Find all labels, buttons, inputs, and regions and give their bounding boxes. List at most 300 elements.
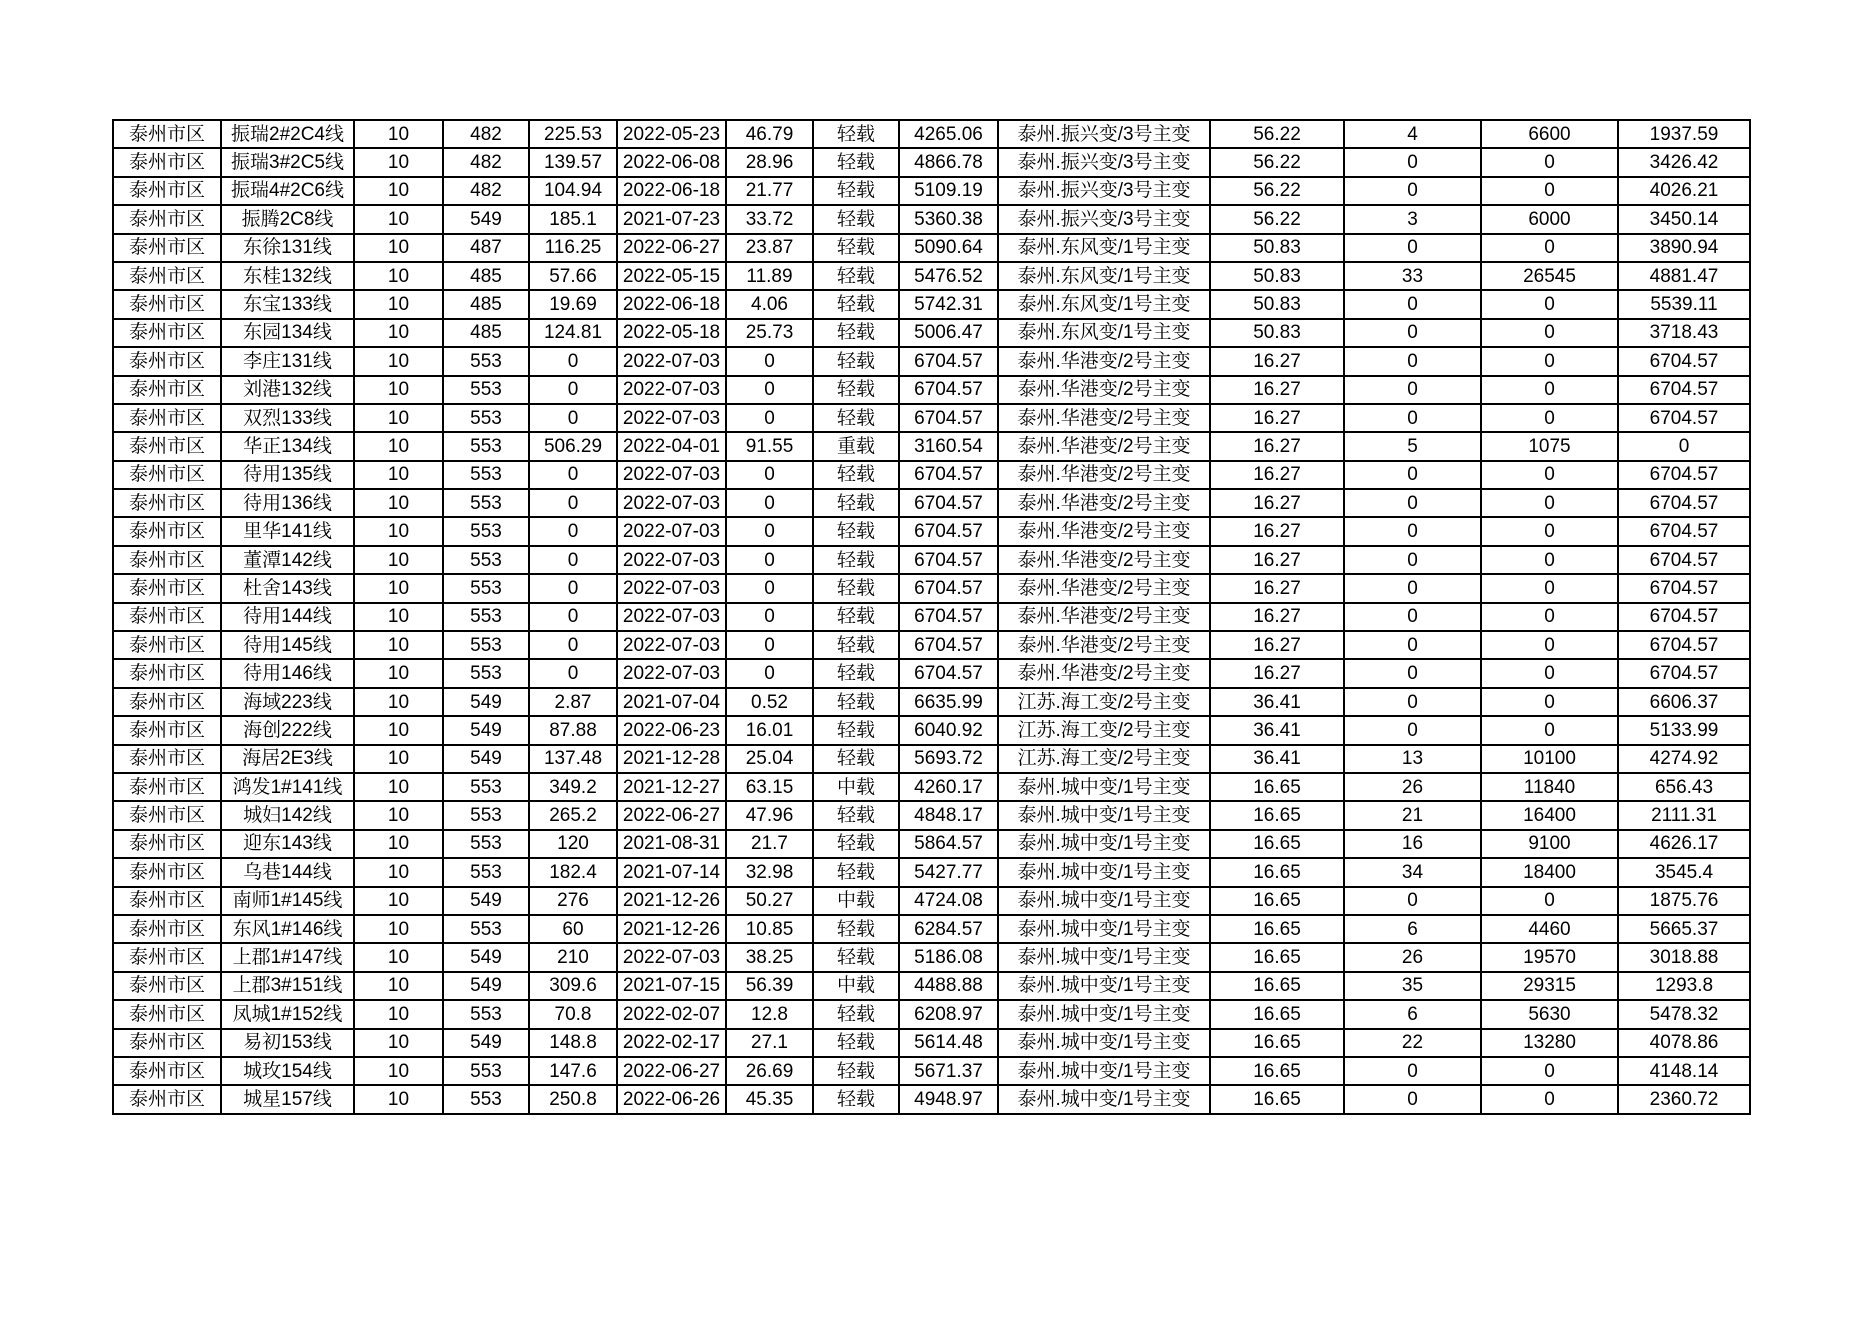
table-row	[113, 801, 1750, 829]
table-cell: 26	[1344, 773, 1481, 801]
table-row	[113, 347, 1750, 375]
table-cell: 轻载	[813, 148, 899, 176]
table-cell: 泰州.华港变/2号主变	[998, 546, 1210, 574]
table-cell: 6704.57	[1618, 404, 1750, 432]
table-cell: 553	[443, 773, 529, 801]
table-cell: 349.2	[529, 773, 617, 801]
table-cell: 0	[1344, 319, 1481, 347]
table-cell: 553	[443, 801, 529, 829]
table-cell: 泰州市区	[113, 1057, 221, 1085]
table-cell: 16.27	[1210, 489, 1344, 517]
table-cell: 5427.77	[899, 858, 998, 886]
table-cell: 36.41	[1210, 688, 1344, 716]
table-cell: 0	[1344, 489, 1481, 517]
table-cell: 36.41	[1210, 716, 1344, 744]
table-cell: 27.1	[726, 1029, 813, 1057]
table-cell: 泰州.城中变/1号主变	[998, 915, 1210, 943]
table-cell: 2022-06-27	[617, 801, 726, 829]
table-cell: 22	[1344, 1029, 1481, 1057]
table-cell: 泰州市区	[113, 830, 221, 858]
table-cell: 485	[443, 290, 529, 318]
table-cell: 553	[443, 603, 529, 631]
table-cell: 10	[354, 319, 443, 347]
table-cell: 城星157线	[221, 1085, 354, 1113]
table-cell: 泰州.华港变/2号主变	[998, 461, 1210, 489]
table-cell: 482	[443, 120, 529, 148]
table-cell: 泰州市区	[113, 1029, 221, 1057]
table-cell: 32.98	[726, 858, 813, 886]
table-row	[113, 319, 1750, 347]
table-cell: 5630	[1481, 1000, 1618, 1028]
table-cell: 中载	[813, 972, 899, 1000]
table-cell: 21.77	[726, 177, 813, 205]
table-cell: 城玫154线	[221, 1057, 354, 1085]
table-cell: 6704.57	[899, 376, 998, 404]
table-cell: 104.94	[529, 177, 617, 205]
table-row	[113, 1000, 1750, 1028]
table-row	[113, 773, 1750, 801]
table-cell: 轻载	[813, 262, 899, 290]
table-cell: 泰州市区	[113, 943, 221, 971]
table-cell: 33	[1344, 262, 1481, 290]
table-cell: 泰州.城中变/1号主变	[998, 943, 1210, 971]
table-cell: 泰州.华港变/2号主变	[998, 603, 1210, 631]
table-cell: 6704.57	[899, 659, 998, 687]
table-cell: 泰州.振兴变/3号主变	[998, 148, 1210, 176]
table-cell: 泰州市区	[113, 659, 221, 687]
table-cell: 泰州市区	[113, 319, 221, 347]
table-cell: 2022-07-03	[617, 347, 726, 375]
table-cell: 0	[1344, 603, 1481, 631]
table-cell: 4078.86	[1618, 1029, 1750, 1057]
table-cell: 李庄131线	[221, 347, 354, 375]
table-cell: 0	[529, 404, 617, 432]
table-cell: 振瑞4#2C6线	[221, 177, 354, 205]
table-cell: 56.39	[726, 972, 813, 1000]
table-cell: 482	[443, 148, 529, 176]
table-cell: 刘港132线	[221, 376, 354, 404]
table-cell: 重载	[813, 432, 899, 460]
table-cell: 549	[443, 205, 529, 233]
table-cell: 16.65	[1210, 830, 1344, 858]
table-cell: 5693.72	[899, 745, 998, 773]
table-cell: 10	[354, 148, 443, 176]
table-cell: 25.04	[726, 745, 813, 773]
table-cell: 凤城1#152线	[221, 1000, 354, 1028]
table-row	[113, 943, 1750, 971]
table-cell: 轻载	[813, 404, 899, 432]
table-cell: 泰州市区	[113, 801, 221, 829]
table-cell: 0	[726, 574, 813, 602]
table-cell: 0	[1344, 1057, 1481, 1085]
table-cell: 45.35	[726, 1085, 813, 1113]
table-cell: 泰州市区	[113, 347, 221, 375]
table-cell: 0	[1481, 688, 1618, 716]
table-cell: 50.83	[1210, 290, 1344, 318]
table-cell: 轻载	[813, 319, 899, 347]
table-cell: 16.65	[1210, 801, 1344, 829]
table-cell: 553	[443, 659, 529, 687]
table-cell: 38.25	[726, 943, 813, 971]
table-cell: 6704.57	[899, 489, 998, 517]
table-cell: 10	[354, 631, 443, 659]
table-cell: 0	[726, 631, 813, 659]
table-cell: 210	[529, 943, 617, 971]
table-cell: 6704.57	[1618, 347, 1750, 375]
table-cell: 16.65	[1210, 972, 1344, 1000]
table-cell: 轻载	[813, 376, 899, 404]
table-cell: 轻载	[813, 915, 899, 943]
table-cell: 12.8	[726, 1000, 813, 1028]
table-cell: 0	[529, 461, 617, 489]
table-cell: 泰州.城中变/1号主变	[998, 972, 1210, 1000]
table-cell: 轻载	[813, 716, 899, 744]
table-cell: 振瑞3#2C5线	[221, 148, 354, 176]
table-cell: 16.27	[1210, 603, 1344, 631]
table-cell: 2022-07-03	[617, 943, 726, 971]
table-cell: 10	[354, 745, 443, 773]
table-cell: 0	[1481, 177, 1618, 205]
table-cell: 0	[1481, 887, 1618, 915]
table-cell: 16.65	[1210, 773, 1344, 801]
table-cell: 轻载	[813, 688, 899, 716]
table-cell: 46.79	[726, 120, 813, 148]
table-row	[113, 887, 1750, 915]
table-cell: 137.48	[529, 745, 617, 773]
table-cell: 东宝133线	[221, 290, 354, 318]
table-cell: 泰州.华港变/2号主变	[998, 631, 1210, 659]
table-cell: 轻载	[813, 290, 899, 318]
table-cell: 2021-12-26	[617, 887, 726, 915]
table-cell: 4948.97	[899, 1085, 998, 1113]
table-cell: 上郡1#147线	[221, 943, 354, 971]
table-cell: 泰州.华港变/2号主变	[998, 432, 1210, 460]
table-cell: 2022-02-17	[617, 1029, 726, 1057]
table-cell: 6704.57	[1618, 574, 1750, 602]
table-cell: 16.65	[1210, 1057, 1344, 1085]
table-cell: 2022-07-03	[617, 659, 726, 687]
table-cell: 10	[354, 858, 443, 886]
table-cell: 泰州市区	[113, 574, 221, 602]
table-cell: 4274.92	[1618, 745, 1750, 773]
table-cell: 0	[1618, 432, 1750, 460]
table-cell: 16.27	[1210, 546, 1344, 574]
table-cell: 2022-07-03	[617, 489, 726, 517]
table-cell: 5109.19	[899, 177, 998, 205]
table-cell: 0	[1344, 290, 1481, 318]
table-cell: 2022-06-08	[617, 148, 726, 176]
table-cell: 2022-07-03	[617, 574, 726, 602]
table-cell: 2022-06-23	[617, 716, 726, 744]
table-cell: 4148.14	[1618, 1057, 1750, 1085]
table-cell: 泰州.东风变/1号主变	[998, 319, 1210, 347]
table-cell: 4866.78	[899, 148, 998, 176]
table-cell: 10	[354, 432, 443, 460]
table-cell: 5478.32	[1618, 1000, 1750, 1028]
table-cell: 0	[529, 517, 617, 545]
table-cell: 265.2	[529, 801, 617, 829]
table-cell: 10	[354, 205, 443, 233]
table-cell: 4724.08	[899, 887, 998, 915]
table-cell: 东园134线	[221, 319, 354, 347]
table-cell: 29315	[1481, 972, 1618, 1000]
table-cell: 91.55	[726, 432, 813, 460]
table-cell: 泰州市区	[113, 177, 221, 205]
table-cell: 6704.57	[1618, 659, 1750, 687]
table-cell: 4	[1344, 120, 1481, 148]
table-cell: 0	[1481, 574, 1618, 602]
table-cell: 东风1#146线	[221, 915, 354, 943]
table-cell: 东桂132线	[221, 262, 354, 290]
table-cell: 2022-05-15	[617, 262, 726, 290]
table-cell: 泰州市区	[113, 120, 221, 148]
table-cell: 0	[726, 603, 813, 631]
table-cell: 16.65	[1210, 1085, 1344, 1113]
table-cell: 16400	[1481, 801, 1618, 829]
table-cell: 泰州.华港变/2号主变	[998, 347, 1210, 375]
table-cell: 泰州市区	[113, 887, 221, 915]
table-cell: 553	[443, 1085, 529, 1113]
table-cell: 553	[443, 376, 529, 404]
table-cell: 553	[443, 546, 529, 574]
table-row	[113, 177, 1750, 205]
table-cell: 泰州市区	[113, 773, 221, 801]
table-cell: 10	[354, 887, 443, 915]
table-cell: 待用135线	[221, 461, 354, 489]
table-cell: 124.81	[529, 319, 617, 347]
table-cell: 0	[1481, 489, 1618, 517]
table-cell: 泰州市区	[113, 461, 221, 489]
table-cell: 5090.64	[899, 234, 998, 262]
table-cell: 泰州市区	[113, 688, 221, 716]
table-cell: 1937.59	[1618, 120, 1750, 148]
table-cell: 549	[443, 1029, 529, 1057]
table-cell: 2021-07-23	[617, 205, 726, 233]
table-cell: 6704.57	[899, 631, 998, 659]
table-cell: 东徐131线	[221, 234, 354, 262]
table-cell: 6704.57	[899, 546, 998, 574]
table-cell: 海居2E3线	[221, 745, 354, 773]
table-cell: 泰州.振兴变/3号主变	[998, 205, 1210, 233]
table-cell: 10	[354, 773, 443, 801]
table-cell: 0	[1481, 631, 1618, 659]
table-cell: 0	[726, 546, 813, 574]
table-cell: 185.1	[529, 205, 617, 233]
table-cell: 2111.31	[1618, 801, 1750, 829]
table-cell: 乌巷144线	[221, 858, 354, 886]
table-cell: 0	[1481, 234, 1618, 262]
table-cell: 6704.57	[899, 517, 998, 545]
table-cell: 21	[1344, 801, 1481, 829]
table-cell: 泰州.东风变/1号主变	[998, 262, 1210, 290]
table-cell: 35	[1344, 972, 1481, 1000]
table-cell: 轻载	[813, 830, 899, 858]
table-cell: 553	[443, 858, 529, 886]
table-cell: 0	[1344, 177, 1481, 205]
table-cell: 泰州市区	[113, 745, 221, 773]
table-cell: 10	[354, 1057, 443, 1085]
table-cell: 549	[443, 943, 529, 971]
table-cell: 0	[1344, 659, 1481, 687]
table-cell: 5476.52	[899, 262, 998, 290]
table-cell: 4848.17	[899, 801, 998, 829]
table-cell: 泰州市区	[113, 404, 221, 432]
table-cell: 6704.57	[1618, 546, 1750, 574]
table-cell: 182.4	[529, 858, 617, 886]
table-cell: 0	[726, 347, 813, 375]
table-cell: 鸿发1#141线	[221, 773, 354, 801]
table-cell: 11.89	[726, 262, 813, 290]
table-cell: 0	[1344, 517, 1481, 545]
table-cell: 11840	[1481, 773, 1618, 801]
table-cell: 13280	[1481, 1029, 1618, 1057]
table-cell: 6704.57	[899, 404, 998, 432]
table-cell: 轻载	[813, 858, 899, 886]
table-cell: 549	[443, 745, 529, 773]
table-cell: 16	[1344, 830, 1481, 858]
table-cell: 2022-07-03	[617, 404, 726, 432]
table-cell: 泰州市区	[113, 205, 221, 233]
table-row	[113, 234, 1750, 262]
table-cell: 5360.38	[899, 205, 998, 233]
table-cell: 656.43	[1618, 773, 1750, 801]
table-cell: 16.65	[1210, 858, 1344, 886]
table-cell: 3545.4	[1618, 858, 1750, 886]
table-cell: 泰州.城中变/1号主变	[998, 801, 1210, 829]
table-cell: 泰州.城中变/1号主变	[998, 887, 1210, 915]
table-cell: 0	[1344, 347, 1481, 375]
table-cell: 4488.88	[899, 972, 998, 1000]
table-cell: 轻载	[813, 205, 899, 233]
table-cell: 3718.43	[1618, 319, 1750, 347]
table-cell: 泰州市区	[113, 489, 221, 517]
table-cell: 泰州市区	[113, 376, 221, 404]
table-cell: 2022-07-03	[617, 517, 726, 545]
table-cell: 549	[443, 716, 529, 744]
table-cell: 轻载	[813, 489, 899, 517]
table-cell: 10	[354, 1029, 443, 1057]
table-cell: 0	[1344, 376, 1481, 404]
table-cell: 0	[1481, 319, 1618, 347]
table-cell: 70.8	[529, 1000, 617, 1028]
table-cell: 6040.92	[899, 716, 998, 744]
table-cell: 2022-07-03	[617, 603, 726, 631]
table-cell: 待用144线	[221, 603, 354, 631]
table-cell: 泰州.华港变/2号主变	[998, 574, 1210, 602]
table-cell: 2022-07-03	[617, 376, 726, 404]
table-cell: 553	[443, 461, 529, 489]
table-cell: 250.8	[529, 1085, 617, 1113]
table-cell: 0	[529, 347, 617, 375]
table-cell: 0	[1344, 404, 1481, 432]
table-cell: 0	[1344, 148, 1481, 176]
table-cell: 泰州.华港变/2号主变	[998, 404, 1210, 432]
table-cell: 23.87	[726, 234, 813, 262]
table-cell: 56.22	[1210, 148, 1344, 176]
table-cell: 华正134线	[221, 432, 354, 460]
table-cell: 海域223线	[221, 688, 354, 716]
table-cell: 553	[443, 830, 529, 858]
table-cell: 10	[354, 688, 443, 716]
table-cell: 10	[354, 972, 443, 1000]
table-row	[113, 262, 1750, 290]
table-cell: 6704.57	[899, 347, 998, 375]
table-cell: 26545	[1481, 262, 1618, 290]
table-cell: 25.73	[726, 319, 813, 347]
table-cell: 0	[1344, 631, 1481, 659]
table-row	[113, 858, 1750, 886]
table-cell: 148.8	[529, 1029, 617, 1057]
table-cell: 2022-06-26	[617, 1085, 726, 1113]
table-cell: 5006.47	[899, 319, 998, 347]
table-cell: 5539.11	[1618, 290, 1750, 318]
table-cell: 轻载	[813, 234, 899, 262]
table-cell: 0	[1344, 1085, 1481, 1113]
table-cell: 2022-06-27	[617, 1057, 726, 1085]
table-cell: 泰州市区	[113, 858, 221, 886]
table-cell: 轻载	[813, 745, 899, 773]
table-cell: 0	[1481, 290, 1618, 318]
table-cell: 5665.37	[1618, 915, 1750, 943]
table-cell: 0	[529, 546, 617, 574]
table-cell: 0	[726, 404, 813, 432]
table-cell: 0	[529, 631, 617, 659]
table-cell: 轻载	[813, 1029, 899, 1057]
table-cell: 5742.31	[899, 290, 998, 318]
table-cell: 5864.57	[899, 830, 998, 858]
table-cell: 553	[443, 574, 529, 602]
table-cell: 5	[1344, 432, 1481, 460]
table-cell: 2022-07-03	[617, 546, 726, 574]
table-cell: 6704.57	[1618, 603, 1750, 631]
table-cell: 2021-07-14	[617, 858, 726, 886]
table-cell: 轻载	[813, 177, 899, 205]
table-cell: 57.66	[529, 262, 617, 290]
table-cell: 2022-05-23	[617, 120, 726, 148]
table-cell: 10	[354, 461, 443, 489]
table-cell: 0	[1344, 574, 1481, 602]
table-cell: 6704.57	[1618, 517, 1750, 545]
table-cell: 泰州市区	[113, 603, 221, 631]
table-row	[113, 461, 1750, 489]
table-cell: 2360.72	[1618, 1085, 1750, 1113]
table-cell: 4626.17	[1618, 830, 1750, 858]
table-cell: 63.15	[726, 773, 813, 801]
table-cell: 16.27	[1210, 631, 1344, 659]
table-row	[113, 205, 1750, 233]
table-cell: 轻载	[813, 347, 899, 375]
table-cell: 0.52	[726, 688, 813, 716]
data-table	[112, 119, 1751, 1115]
table-cell: 16.27	[1210, 347, 1344, 375]
table-cell: 泰州市区	[113, 1000, 221, 1028]
table-cell: 泰州.城中变/1号主变	[998, 1057, 1210, 1085]
table-cell: 553	[443, 1000, 529, 1028]
table-cell: 6635.99	[899, 688, 998, 716]
table-cell: 10100	[1481, 745, 1618, 773]
table-cell: 泰州.振兴变/3号主变	[998, 177, 1210, 205]
table-cell: 6	[1344, 915, 1481, 943]
table-row	[113, 120, 1750, 148]
table-row	[113, 376, 1750, 404]
table-cell: 6208.97	[899, 1000, 998, 1028]
table-cell: 0	[1344, 716, 1481, 744]
table-cell: 4026.21	[1618, 177, 1750, 205]
table-cell: 2022-06-18	[617, 290, 726, 318]
table-cell: 里华141线	[221, 517, 354, 545]
table-cell: 泰州.城中变/1号主变	[998, 773, 1210, 801]
table-cell: 50.27	[726, 887, 813, 915]
